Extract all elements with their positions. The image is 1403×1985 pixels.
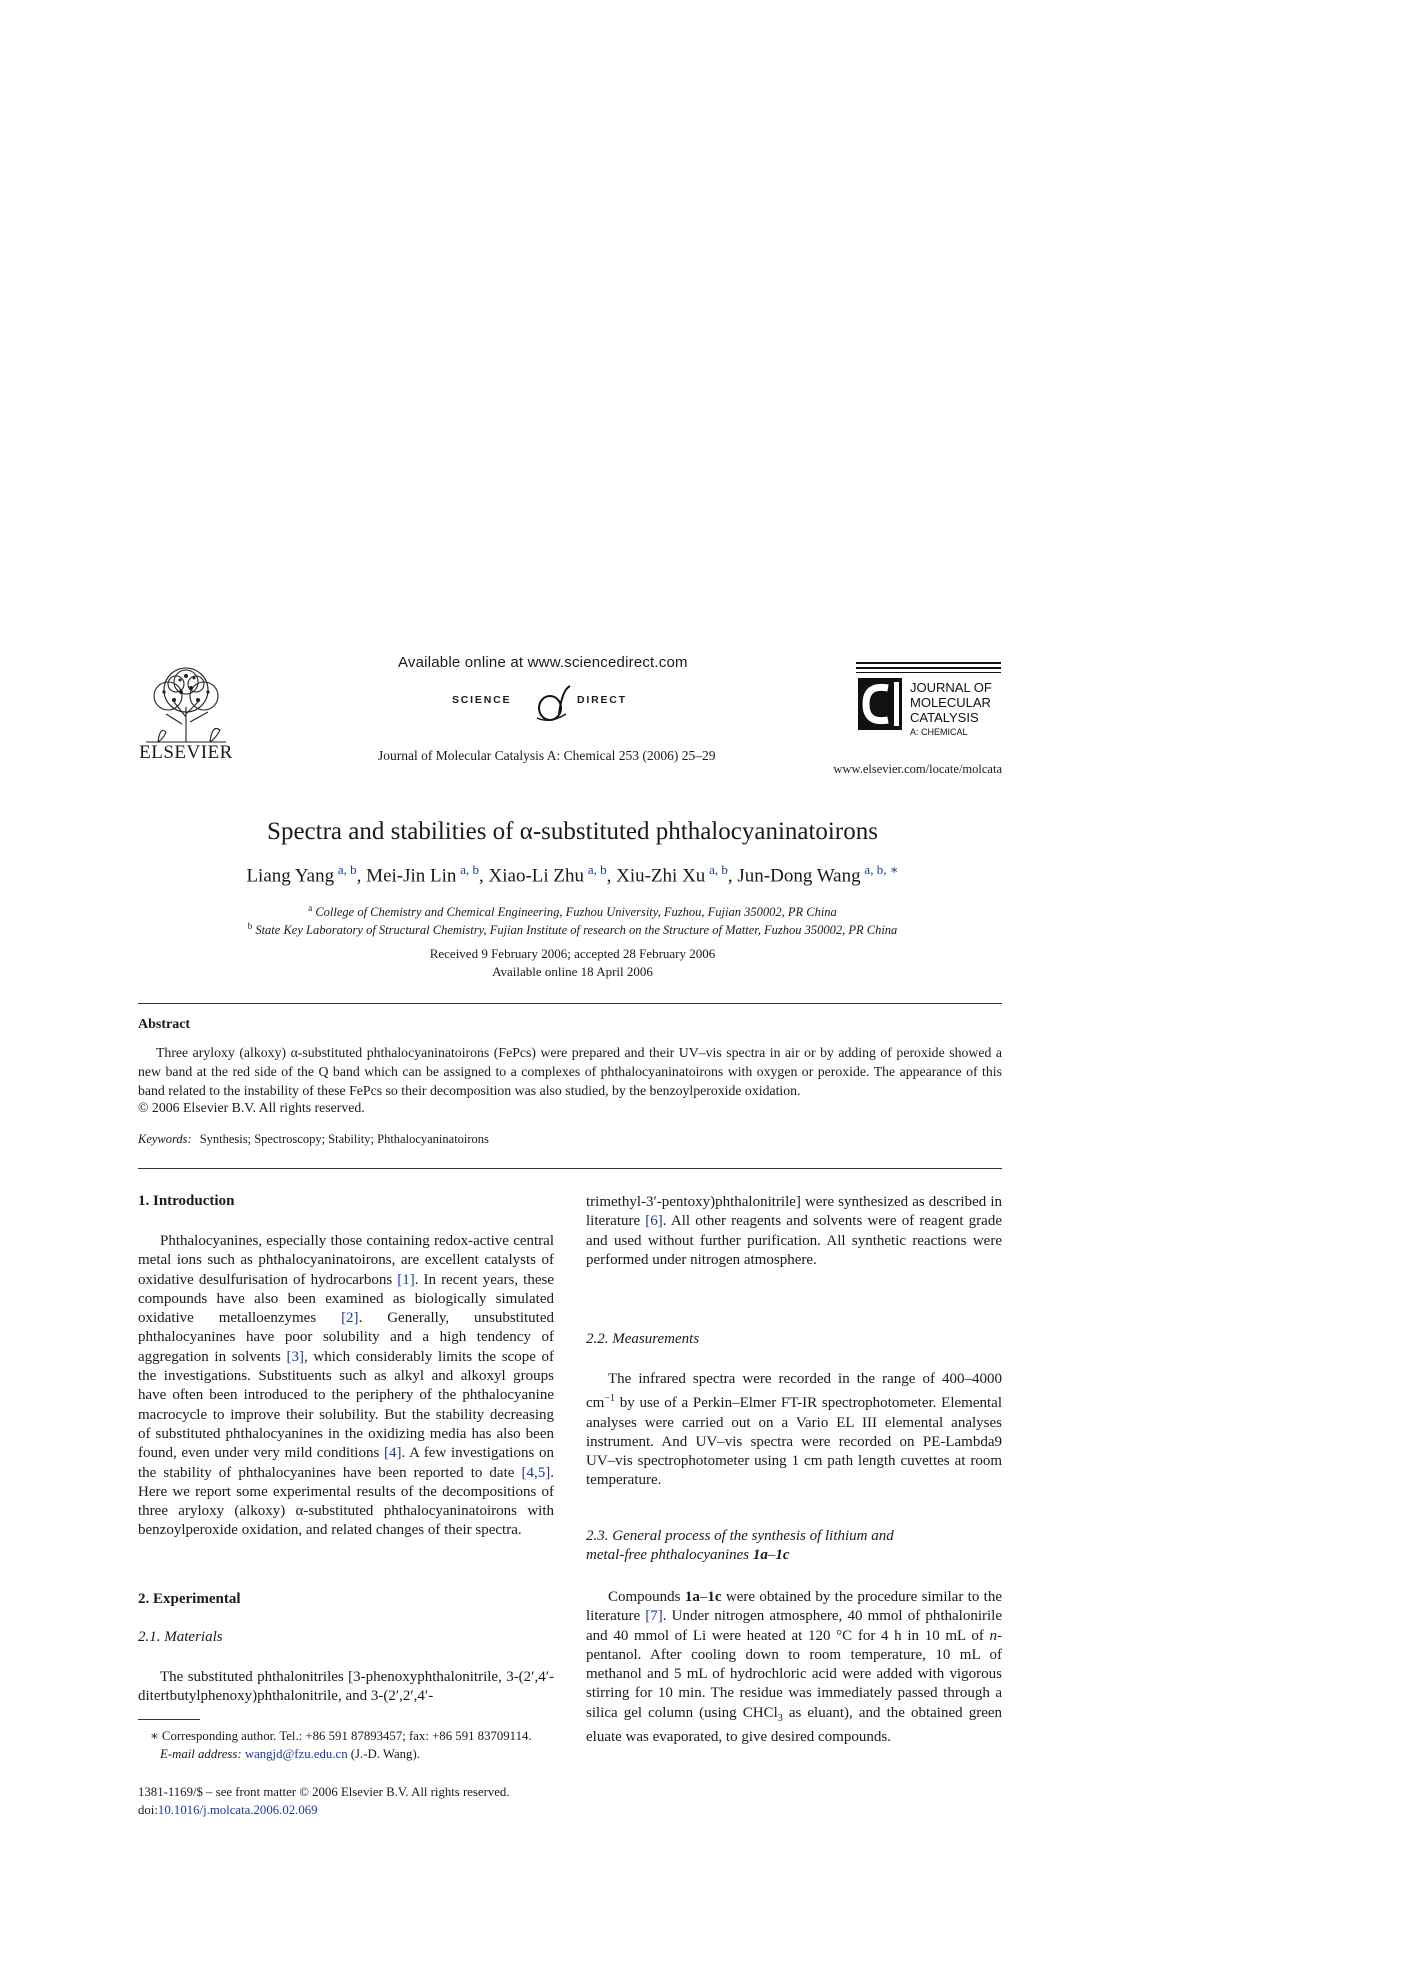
citation-link[interactable]: [3] [286, 1348, 305, 1365]
citation-link[interactable]: [4] [384, 1445, 402, 1462]
email-label: E-mail address: [160, 1747, 242, 1761]
keywords-list: Synthesis; Spectroscopy; Stability; Phthalocyaninatoirons [199, 1132, 489, 1146]
author-name: Mei-Jin Lin [366, 865, 457, 887]
corresponding-author-footnote [138, 1727, 558, 1763]
citation-link[interactable]: [4,5] [521, 1464, 551, 1481]
introduction-paragraph: Phthalocyanines, especially those containing redox-active central metal ions such as phthalocyaninatoirons, are excellent catalysts of oxidative desulfurisation of hydrocarbons [1]. In recent years, these compounds have also been examined as biologically simulated oxidative metalloenzymes [2]. Generally, unsubstituted phthalocyanines have poor solubility and a high tendency of aggregation in solvents [3], which considerably limits the scope of the investigations. Substituents such as alkyl and alkoxyl groups have often been introduced to the periphery of the phthalocyanine macrocycle to improve their solubility. But the stability decreasing of substituted phthalocyanines in the oxidizing media has also been found, even under very mild conditions [4]. A few investigations on the stability of phthalocyanines have been reported to date [4,5]. Here we report some experimental results of the decompositions of three aryloxy (alkoxy) α-substituted phthalocyaninatoirons with benzoylperoxide oxidation, and related changes of their spectra. [138, 1233, 554, 1539]
elsevier-wordmark: ELSEVIER [139, 742, 233, 763]
affiliation-b [0, 921, 1145, 938]
materials-continued-paragraph: trimethyl-3′-pentoxy)phthalonitrile] were synthesized as described in literature [6]. All other reagents and solvents were of reagent grade and used without further purification. All synthetic reactions were performed under nitrogen atmosphere. [586, 1194, 1002, 1268]
journal-logo-line-3: CATALYSIS [910, 710, 979, 725]
article-title: Spectra and stabilities of α-substituted phthalocyaninatoirons [267, 818, 878, 845]
email-link[interactable]: wangjd@fzu.edu.cn [244, 1747, 348, 1761]
received-dates: Received 9 February 2006; accepted 28 February 2006 [429, 946, 716, 961]
author-list: Liang Yang $^{a, b}$, Mei-Jin Lin $^{a, b}$, Xiao-Li Zhu $^{a, b}$, Xiu-Zhi Xu $^{a, b}$, Jun-Dong Wang $^{a, b, ∗}$ [246, 862, 899, 887]
affiliation-text: College of Chemistry and Chemical Engineering, Fuzhou University, Fuzhou, Fujian 350002, PR China [315, 905, 837, 920]
author-name: Liang Yang [246, 865, 335, 887]
author-affil-link[interactable]: a, b [460, 862, 480, 877]
abstract-heading: Abstract [138, 1017, 191, 1032]
section-heading-introduction: 1. Introduction [138, 1193, 235, 1209]
affiliation-mark: b [247, 921, 253, 931]
citation-link[interactable]: [6] [645, 1213, 663, 1230]
subsection-heading-materials: 2.1. Materials [138, 1629, 223, 1645]
affiliation-a [0, 903, 1145, 920]
abstract-copyright: © 2006 Elsevier B.V. All rights reserved. [138, 1100, 365, 1115]
citation-link[interactable]: [7] [645, 1608, 663, 1625]
footnote-contact: Corresponding author. Tel.: +86 591 87893457; fax: +86 591 83709114. [161, 1729, 532, 1743]
affiliation-text: State Key Laboratory of Structural Chemistry, Fujian Institute of research on the Structure of Matter, Fuzhou 350002, PR China [255, 923, 898, 938]
journal-logo [856, 662, 1001, 742]
doi-label: doi: [138, 1803, 158, 1817]
author-affil-link[interactable]: a, b [337, 862, 357, 877]
keywords [138, 1132, 489, 1147]
author-name: Xiao-Li Zhu [488, 865, 585, 887]
journal-logo-line-1: JOURNAL OF [910, 680, 992, 695]
journal-c-mark-icon [858, 678, 902, 730]
front-matter [138, 1783, 558, 1819]
author-affil-link[interactable]: a, b [587, 862, 607, 877]
available-date: Available online 18 April 2006 [492, 964, 653, 979]
sd-d-swirl-icon [532, 684, 572, 724]
affiliation-mark: a [308, 903, 313, 913]
abstract-bottom-rule [138, 1168, 1002, 1169]
issn-line: 1381-1169/$ – see front matter © 2006 Elsevier B.V. All rights reserved. [138, 1785, 510, 1799]
subsection-heading-general-process: 2.3. General process of the synthesis of lithium and metal-free phthalocyanines 1a–1c [586, 1528, 894, 1563]
sciencedirect-logo [452, 684, 662, 722]
available-online-banner: Available online at www.sciencedirect.com [398, 654, 688, 671]
journal-logo-line-4: A: CHEMICAL [910, 727, 968, 737]
citation-link[interactable]: [2] [341, 1310, 359, 1327]
section-heading-experimental: 2. Experimental [138, 1591, 241, 1607]
general-process-paragraph: Compounds 1a–1c were obtained by the procedure similar to the literature [7]. Under nitrogen atmosphere, 40 mmol of phthalonirile and 40 mmol of Li were heated at 120 °C for 4 h in 10 mL of n-pentanol. After cooling down to room temperature, 10 mL of methanol and 5 mL of hydrochloric acid were added with vigorous stirring for 10 min. The residue was immediately passed through a silica gel column (using CHCl$_3$ as eluant), and the obtained green eluate was evaporated, to give desired compounds. [586, 1589, 1003, 1746]
abstract-top-rule [138, 1003, 1002, 1004]
sd-science-word: SCIENCE [452, 694, 512, 706]
journal-citation: Journal of Molecular Catalysis A: Chemical 253 (2006) 25–29 [378, 748, 716, 763]
measurements-paragraph: The infrared spectra were recorded in the range of 400–4000 $cm^{-1}$ by use of a Perkin–Elmer FT-IR spectrophotometer. Elemental analyses were carried out on a Vario EL III elemental analyses instrument. And UV–vis spectra were recorded on PE-Lambda9 UV–vis spectrophotometer using 1 cm path length cuvettes at room temperature. [586, 1371, 1002, 1489]
citation-link[interactable]: [1] [397, 1271, 415, 1288]
journal-logo-line-2: MOLECULAR [910, 695, 991, 710]
author-name: Xiu-Zhi Xu [616, 865, 706, 887]
materials-paragraph: The substituted phthalonitriles [3-phenoxyphthalonitrile, 3-(2′,4′-ditertbutylphenoxy)phthalonitrile, and 3-(2′,2′,4′- [138, 1669, 554, 1705]
email-suffix: (J.-D. Wang). [350, 1747, 420, 1761]
doi-link[interactable]: 10.1016/j.molcata.2006.02.069 [157, 1803, 318, 1817]
author-affil-link[interactable]: a, b, ∗ [864, 862, 899, 877]
abstract-text: Three aryloxy (alkoxy) α-substituted phthalocyaninatoirons (FePcs) were prepared and their UV–vis spectra in air or by adding of peroxide showed a new band at the red side of the Q band which can be assigned to a complexes of phthalocyaninatoirons with oxygen or peroxide. The appearance of this band related to the instability of these FePcs so their decomposition was also studied, by the benzoylperoxide oxidation. [138, 1045, 1002, 1098]
journal-url[interactable]: www.elsevier.com/locate/molcata [833, 762, 1002, 776]
keywords-label: Keywords: [138, 1132, 192, 1146]
author-affil-link[interactable]: a, b [709, 862, 728, 877]
author-name: Jun-Dong Wang [737, 865, 861, 887]
subsection-heading-measurements: 2.2. Measurements [586, 1331, 700, 1347]
sd-direct-word: DIRECT [577, 694, 627, 706]
footnote-rule [138, 1719, 200, 1720]
footnote-star: ∗ [150, 1729, 159, 1743]
